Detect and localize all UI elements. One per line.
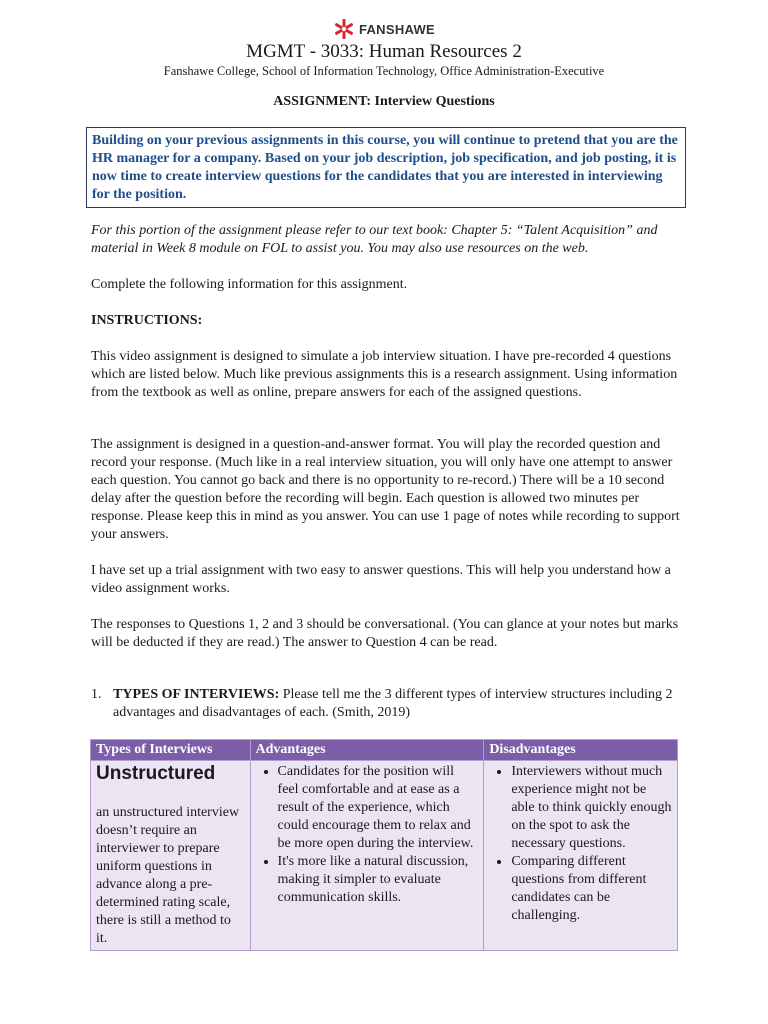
- header-advantages: Advantages: [250, 740, 484, 761]
- intro-box: Building on your previous assignments in this course, you will continue to pretend that you are the HR manager for a company. Based on your job description, job specification, and job posting, it is now time to create interview questions for the candidates that you are interested in interviewing for the position.: [86, 127, 686, 208]
- question-text: Please tell me the 3 different types of interview structures including 2 advantages and disadvantages of each. (Smith, 2019): [113, 687, 673, 720]
- table-row: [91, 761, 678, 951]
- header-types: Types of Interviews: [91, 740, 251, 761]
- complete-line: Complete the following information for this assignment.: [91, 277, 408, 292]
- paragraph-2: The assignment is designed in a question-and-answer format. You will play the recorded question and record your response. (Much like in a real interview situation, you will only have one attempt to answer each question. You cannot go back and there is no opportunity to re-record.) There will be a 10 second delay after the question before the recording will begin. Each question is allowed two minutes per response. Please keep this in mind as you answer. You can use 1 page of notes while recording to support your answers.: [91, 437, 680, 542]
- type-description: an unstructured interview doesn’t require an interviewer to prepare uniform questions in advance along a pre-determined rating scale, there is still a method to it.: [96, 805, 240, 946]
- interview-types-table: [90, 739, 678, 951]
- type-cell: [91, 761, 251, 951]
- question-label: TYPES OF INTERVIEWS:: [113, 687, 280, 702]
- disadvantage-item: • Interviewers without much experience might not be able to think quickly enough on the spot to ask the necessary questions.: [511, 763, 672, 853]
- type-title: Unstructured: [96, 763, 216, 784]
- disadvantage-item: • Comparing different questions from different candidates can be challenging.: [511, 853, 672, 925]
- fanshawe-star-icon: [333, 18, 355, 40]
- question-1: [91, 686, 681, 722]
- paragraph-3: I have set up a trial assignment with two easy to answer questions. This will help you understand how a video assignment works.: [91, 563, 671, 596]
- paragraph-1: This video assignment is designed to simulate a job interview situation. I have pre-recorded 4 questions which are listed below. Much like previous assignments this is a research assignment. Using information from the textbook as well as online, prepare answers for each of the assigned questions.: [91, 349, 678, 400]
- course-title: MGMT - 3033: Human Resources 2: [246, 41, 522, 62]
- reference-note: For this portion of the assignment please refer to our text book: Chapter 5: “Talent Acquisition” and material in Week 8 module on FOL to assist you. You may also use resources on the web.: [91, 223, 658, 256]
- course-subtitle: Fanshawe College, School of Information Technology, Office Administration-Executive: [163, 64, 605, 78]
- table-header-row: [91, 740, 678, 761]
- header-disadvantages: Disadvantages: [484, 740, 678, 761]
- paragraph-4: The responses to Questions 1, 2 and 3 should be conversational. (You can glance at your notes but marks will be deducted if they are read.) The answer to Question 4 can be read.: [91, 617, 679, 650]
- advantage-item: • Candidates for the position will feel comfortable and at ease as a result of the experience, which could encourage them to relax and be more open during the interview.: [278, 763, 479, 853]
- logo-text: FANSHAWE: [358, 21, 436, 37]
- question-number: 1.: [91, 687, 102, 702]
- assignment-title: ASSIGNMENT: Interview Questions: [273, 94, 495, 109]
- advantages-cell: [250, 761, 484, 951]
- advantage-item: • It's more like a natural discussion, making it simpler to evaluate communication skills.: [278, 853, 479, 907]
- instructions-heading: INSTRUCTIONS:: [91, 313, 203, 328]
- disadvantages-cell: [484, 761, 678, 951]
